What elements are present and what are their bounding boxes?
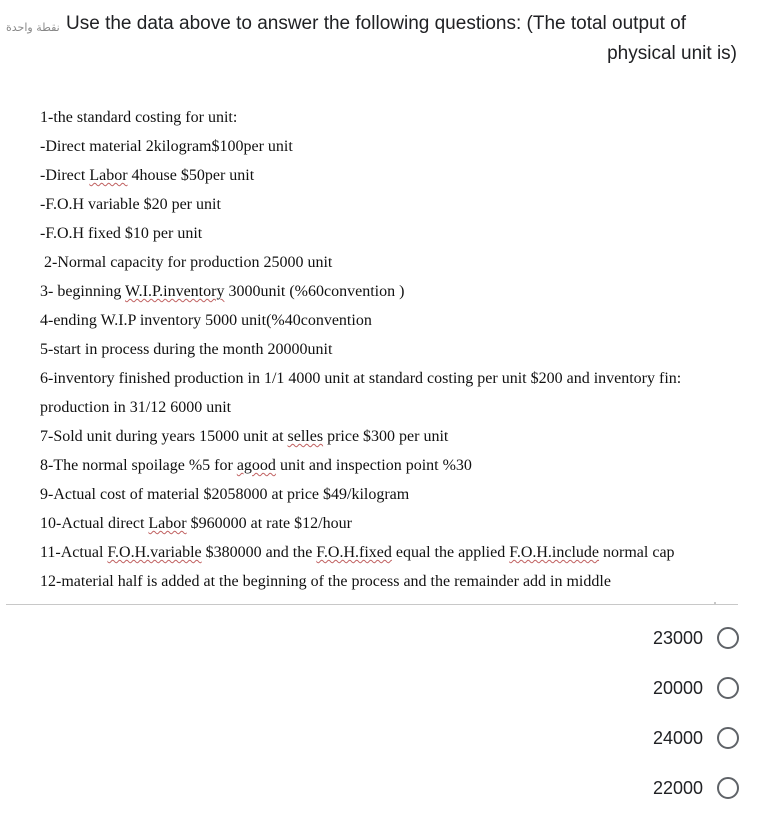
option-4-radio[interactable] [717, 777, 739, 799]
option-1[interactable] [653, 623, 739, 653]
data-line-3: -Direct Labor 4house $50per unit [40, 167, 255, 184]
points-label: نقطة واحدة [6, 21, 60, 34]
data-line-4: -F.O.H variable $20 per unit [40, 196, 221, 213]
data-line-12: 7-Sold unit during years 15000 unit at selles price $300 per unit [40, 428, 449, 445]
option-4-label: 22000 [652, 777, 703, 798]
data-line-5: -F.O.H fixed $10 per unit [40, 225, 203, 242]
data-line-7: 3- beginning W.I.P.inventory 3000unit (%60convention ) [40, 283, 405, 300]
data-line-11: production in 31/12 6000 unit [40, 399, 232, 416]
data-line-1: 1-the standard costing for unit: [40, 109, 238, 126]
option-4[interactable] [653, 773, 739, 803]
data-line-2: -Direct material 2kilogram$100per unit [40, 138, 293, 155]
option-2[interactable] [653, 673, 739, 703]
data-line-13: 8-The normal spoilage %5 for agood unit and inspection point %30 [40, 457, 472, 474]
question-text-line-2: physical unit is) [607, 43, 737, 64]
divider [6, 604, 738, 605]
question-text-line-1: Use the data above to answer the following questions: (The total output of [66, 13, 686, 34]
question-header [0, 8, 761, 68]
option-1-label: 23000 [652, 627, 703, 648]
option-3-label: 24000 [652, 727, 703, 748]
option-2-label: 20000 [652, 677, 703, 698]
data-line-17: 12-material half is added at the beginning of the process and the remainder add in middle [40, 573, 611, 590]
data-image [38, 104, 738, 604]
data-line-9: 5-start in process during the month 20000unit [40, 341, 333, 358]
data-line-15: 10-Actual direct Labor $960000 at rate $12/hour [40, 515, 352, 532]
option-3[interactable] [653, 723, 739, 753]
option-2-radio[interactable] [717, 677, 739, 699]
data-line-6: 2-Normal capacity for production 25000 unit [44, 254, 333, 271]
data-line-14: 9-Actual cost of material $2058000 at price $49/kilogram [40, 486, 410, 503]
data-line-8: 4-ending W.I.P inventory 5000 unit(%40convention [40, 312, 372, 329]
option-3-radio[interactable] [717, 727, 739, 749]
option-1-radio[interactable] [717, 627, 739, 649]
data-line-16: 11-Actual F.O.H.variable $380000 and the F.O.H.fixed equal the applied F.O.H.include normal cap [40, 544, 675, 561]
data-line-10: 6-inventory finished production in 1/1 4000 unit at standard costing per unit $200 and inventory fin: [40, 370, 682, 387]
